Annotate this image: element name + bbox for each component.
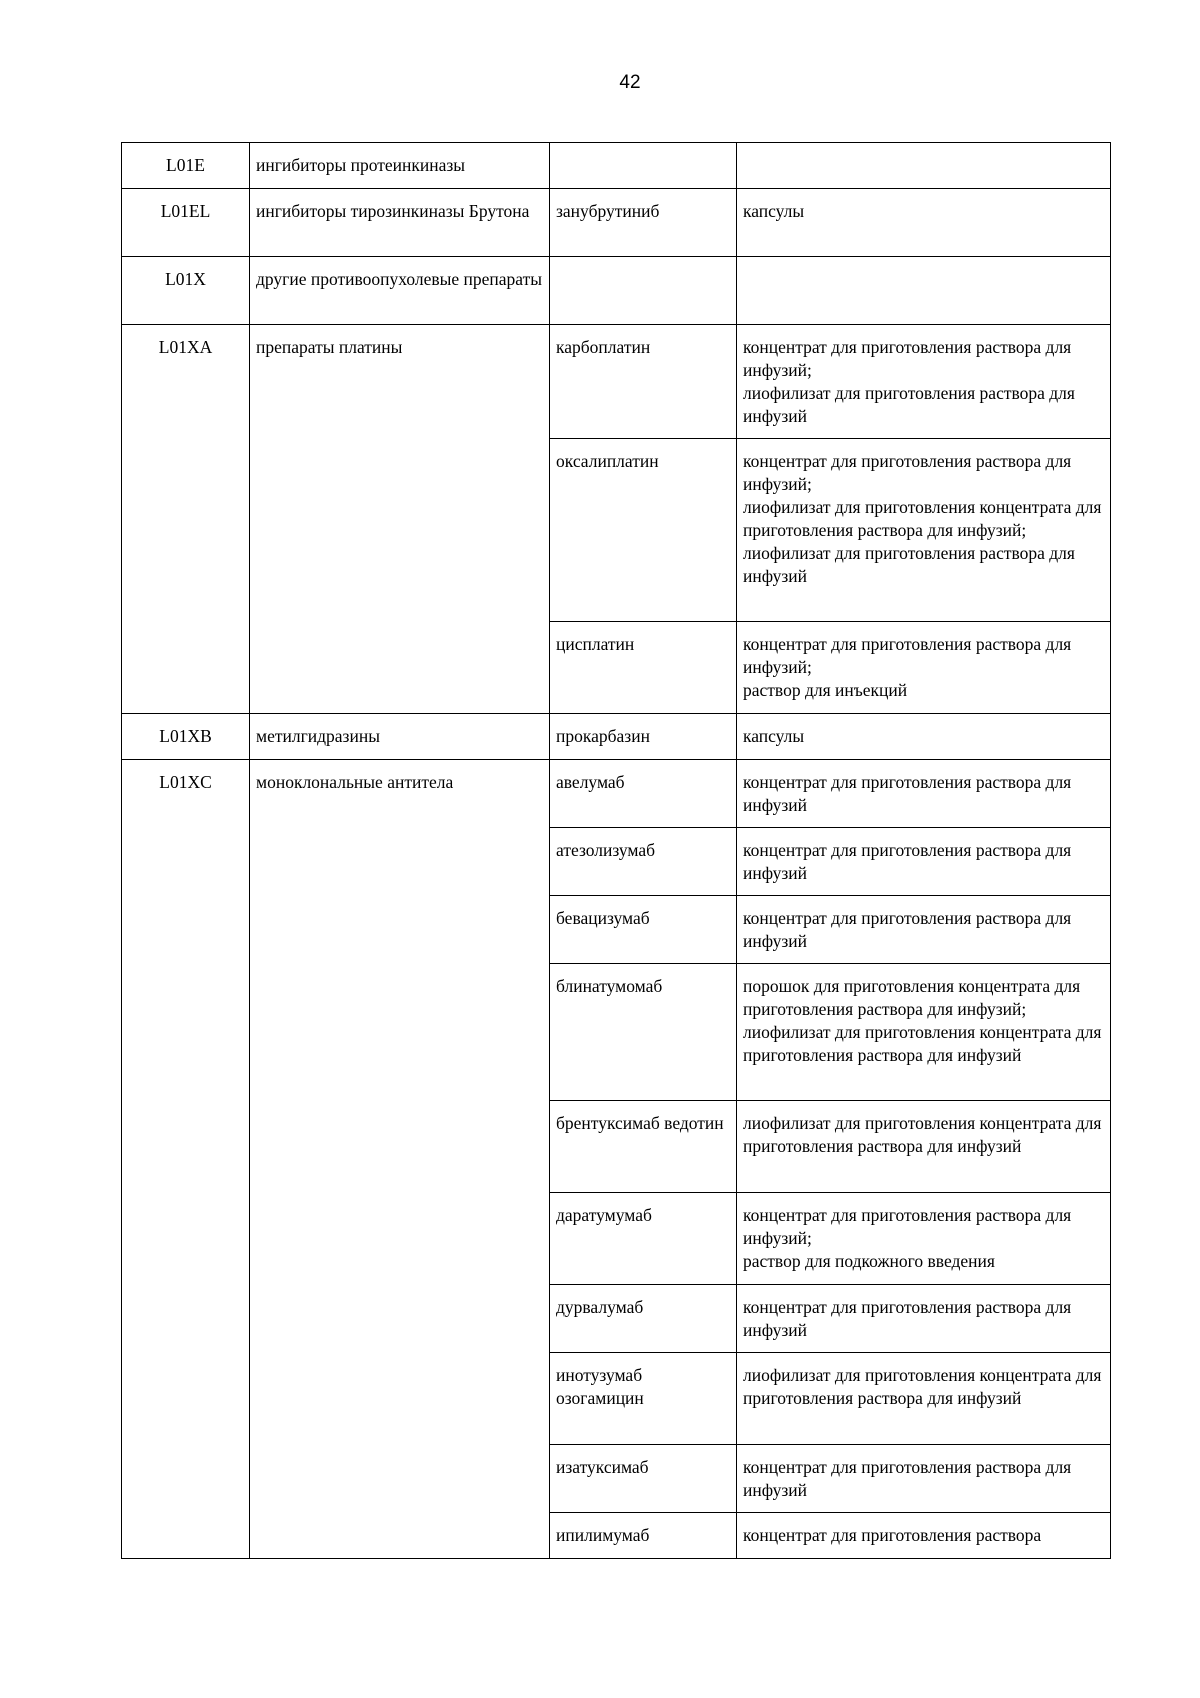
- drug-name: цисплатин: [550, 622, 737, 714]
- dosage-form-line: концентрат для приготовления раствора для инфузий;: [743, 451, 1072, 494]
- drug-name: карбоплатин: [550, 325, 737, 439]
- table-row: [122, 760, 1111, 828]
- dosage-form-line: лиофилизат для приготовления концентрата для приготовления раствора для инфузий;: [743, 497, 1102, 540]
- atc-code: L01E: [122, 143, 250, 189]
- dosage-form-line: концентрат для приготовления раствора: [743, 1525, 1042, 1545]
- dosage-form: [737, 760, 1111, 828]
- dosage-form-line: раствор для подкожного введения: [743, 1251, 995, 1271]
- dosage-form: капсулы: [737, 714, 1111, 760]
- atc-code: L01XA: [122, 325, 250, 714]
- dosage-form: [737, 143, 1111, 189]
- dosage-form-line: концентрат для приготовления раствора для инфузий;: [743, 634, 1072, 677]
- dosage-form: [737, 1513, 1111, 1559]
- group-name: ингибиторы протеинкиназы: [250, 143, 550, 189]
- dosage-form-line: лиофилизат для приготовления раствора для инфузий: [743, 383, 1075, 426]
- dosage-form: [737, 325, 1111, 439]
- dosage-form: [737, 1353, 1111, 1445]
- drug-name: [550, 257, 737, 325]
- group-name: ингибиторы тирозинкиназы Брутона: [250, 189, 550, 257]
- dosage-form-line: концентрат для приготовления раствора для инфузий: [743, 908, 1072, 951]
- dosage-form-line: концентрат для приготовления раствора для инфузий: [743, 1297, 1072, 1340]
- table-row: [122, 143, 1111, 189]
- table-row: [122, 189, 1111, 257]
- dosage-form-line: лиофилизат для приготовления концентрата для приготовления раствора для инфузий: [743, 1365, 1102, 1408]
- drug-name: прокарбазин: [550, 714, 737, 760]
- drug-table: [121, 142, 1111, 1559]
- drug-name: занубрутиниб: [550, 189, 737, 257]
- drug-name: даратумумаб: [550, 1193, 737, 1285]
- drug-name: авелумаб: [550, 760, 737, 828]
- dosage-form-line: концентрат для приготовления раствора для инфузий: [743, 772, 1072, 815]
- dosage-form: [737, 896, 1111, 964]
- dosage-form: [737, 1445, 1111, 1513]
- table-row: [122, 257, 1111, 325]
- drug-name: изатуксимаб: [550, 1445, 737, 1513]
- dosage-form: [737, 1193, 1111, 1285]
- table-row: [122, 325, 1111, 439]
- drug-name: атезолизумаб: [550, 828, 737, 896]
- dosage-form-line: порошок для приготовления концентрата для приготовления раствора для инфузий;: [743, 976, 1081, 1019]
- drug-name: дурвалумаб: [550, 1285, 737, 1353]
- dosage-form-line: лиофилизат для приготовления концентрата для приготовления раствора для инфузий: [743, 1022, 1102, 1065]
- dosage-form: [737, 439, 1111, 622]
- group-name: другие противоопухолевые препараты: [250, 257, 550, 325]
- drug-name: [550, 143, 737, 189]
- dosage-form: [737, 1285, 1111, 1353]
- dosage-form: [737, 257, 1111, 325]
- atc-code: L01EL: [122, 189, 250, 257]
- dosage-form: [737, 622, 1111, 714]
- atc-code: L01XB: [122, 714, 250, 760]
- drug-name: бевацизумаб: [550, 896, 737, 964]
- dosage-form: [737, 964, 1111, 1101]
- group-name: моноклональные антитела: [250, 760, 550, 1559]
- atc-code: L01X: [122, 257, 250, 325]
- dosage-form-line: концентрат для приготовления раствора для инфузий;: [743, 1205, 1072, 1248]
- dosage-form-line: концентрат для приготовления раствора для инфузий: [743, 840, 1072, 883]
- drug-name: блинатумомаб: [550, 964, 737, 1101]
- drug-name: оксалиплатин: [550, 439, 737, 622]
- dosage-form-line: концентрат для приготовления раствора для инфузий;: [743, 337, 1072, 380]
- atc-code: L01XC: [122, 760, 250, 1559]
- dosage-form-line: концентрат для приготовления раствора для инфузий: [743, 1457, 1072, 1500]
- dosage-form: [737, 1101, 1111, 1193]
- group-name: метилгидразины: [250, 714, 550, 760]
- dosage-form: [737, 828, 1111, 896]
- dosage-form-line: раствор для инъекций: [743, 680, 908, 700]
- page-number: 42: [619, 72, 641, 93]
- table-row: [122, 714, 1111, 760]
- dosage-form: капсулы: [737, 189, 1111, 257]
- drug-name: ипилимумаб: [550, 1513, 737, 1559]
- drug-name: инотузумаб озогамицин: [550, 1353, 737, 1445]
- group-name: препараты платины: [250, 325, 550, 714]
- dosage-form-line: лиофилизат для приготовления раствора для инфузий: [743, 543, 1075, 586]
- drug-name: брентуксимаб ведотин: [550, 1101, 737, 1193]
- dosage-form-line: лиофилизат для приготовления концентрата для приготовления раствора для инфузий: [743, 1113, 1102, 1156]
